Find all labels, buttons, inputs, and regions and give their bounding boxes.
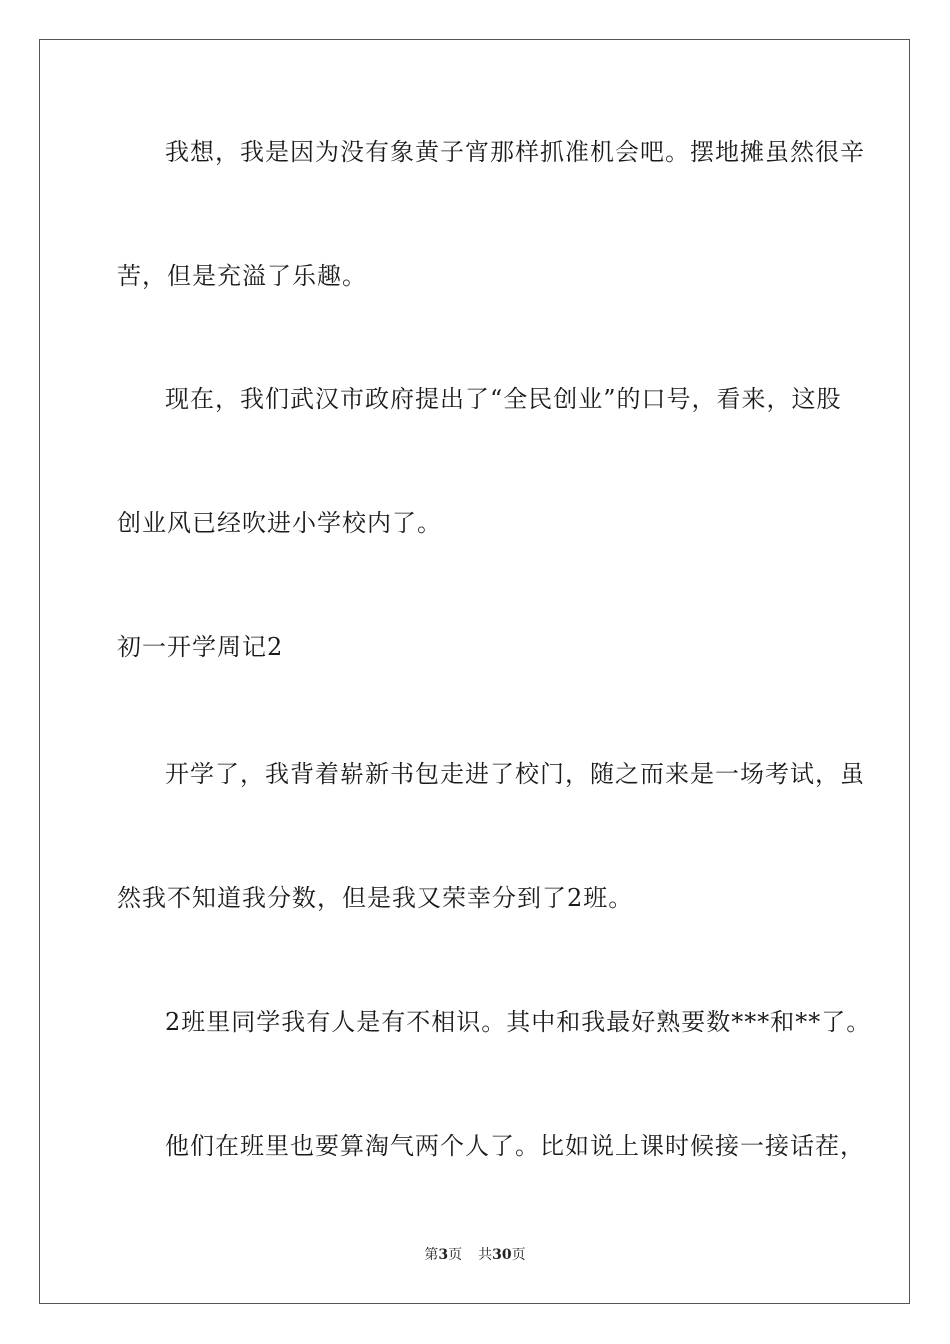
paragraph-line: 现在，我们武汉市政府提出了“全民创业”的口号，看来，这股 bbox=[165, 385, 842, 413]
page-footer bbox=[0, 1246, 950, 1264]
paragraph-line: 开学了，我背着崭新书包走进了校门，随之而来是一场考试，虽 bbox=[165, 760, 865, 788]
paragraph-line: 创业风已经吹进小学校内了。 bbox=[117, 509, 442, 537]
total-prefix: 共 bbox=[478, 1247, 493, 1263]
section-heading: 初一开学周记2 bbox=[117, 633, 284, 661]
page-number: 3 bbox=[438, 1247, 449, 1263]
page-suffix: 页 bbox=[448, 1247, 463, 1263]
paragraph-line: 然我不知道我分数，但是我又荣幸分到了2班。 bbox=[117, 884, 634, 912]
total-suffix: 页 bbox=[511, 1247, 526, 1263]
total-pages: 30 bbox=[492, 1247, 512, 1263]
paragraph-line: 我想，我是因为没有象黄子宵那样抓准机会吧。摆地摊虽然很辛 bbox=[165, 138, 865, 166]
paragraph-line: 2班里同学我有人是有不相识。其中和我最好熟要数***和**了。 bbox=[165, 1008, 872, 1036]
page-border bbox=[39, 39, 910, 1304]
paragraph-line: 苦，但是充溢了乐趣。 bbox=[117, 262, 367, 290]
paragraph-line: 他们在班里也要算淘气两个人了。比如说上课时候接一接话茬， bbox=[165, 1132, 865, 1160]
page-prefix: 第 bbox=[424, 1247, 439, 1263]
